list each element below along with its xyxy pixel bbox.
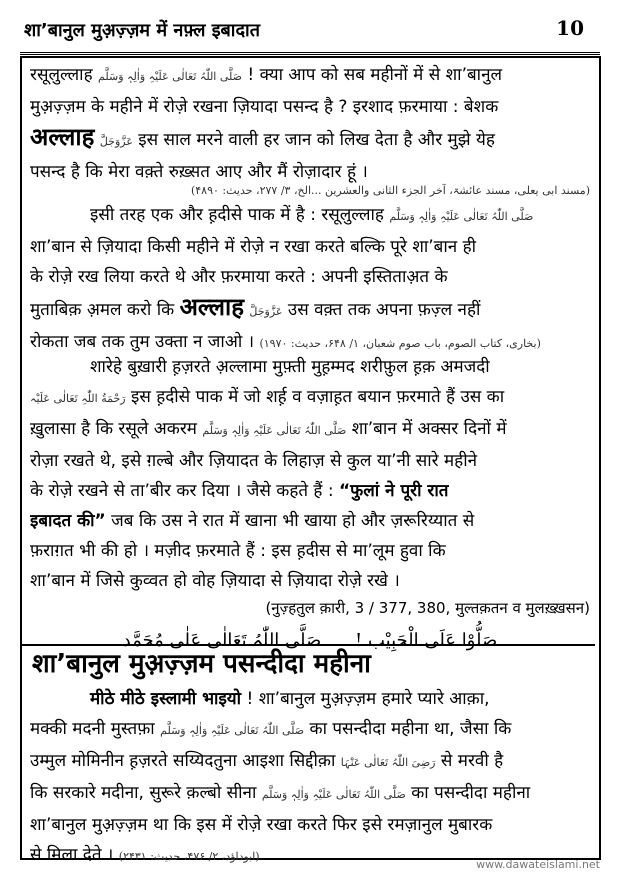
para4-line-4	[30, 778, 590, 810]
text: के रोज़े रखने से ता’बीर कर दिया । जैसे कहते हैं :	[30, 481, 334, 501]
reference-4: (ابوداؤد، ۲/ ۴۷۶، حدیث: ۲۴۳۱)	[118, 850, 260, 863]
arabic-honorific: صَلَّى اللّٰہُ تَعَالٰی عَلَیْہِ وَاٰلِہٖ وَسَلَّم	[202, 424, 347, 437]
text: रोकता जब तक तुम उक्ता न जाओ ।	[30, 332, 255, 352]
text: का पसन्दीदा महीना था, जैसा कि	[309, 719, 512, 739]
para4-line-5: शा’बानुल मुअ़ज़्ज़म था कि इस में रोज़े रखा करते फिर इसे रमज़ानुल मुबारक	[30, 815, 493, 835]
salawat-right: صَلَّی اللّٰہُ تَعَالٰی عَلٰی مُحَمَّد	[122, 630, 322, 651]
para3-line-5	[30, 476, 590, 506]
text: जब कि उस ने रात में खाना भी खाया हो और ज़रूरिय्यात से	[111, 511, 475, 531]
arabic-honorific: عَزَّوَجَلَّ	[99, 135, 133, 148]
para3-line-8: शा’बान में जिसे कुव्वत हो वोह ज़ियादा से ज़ियादा रोज़े रखे ।	[30, 571, 400, 591]
arabic-honorific: رَحْمَةُ اللّٰہِ تَعَالٰی عَلَیْہ	[30, 392, 126, 405]
section-heading: शा’बानुल मुअ़ज़्ज़म पसन्दीदा महीना	[32, 649, 371, 679]
allah-word: अल्लाह	[179, 292, 244, 321]
text: उम्मुल मोमिनीन ह़ज़रते सय्यिदतुना आइशा सिद्दीक़ा	[30, 751, 336, 771]
quote-bold: “फुलां ने पूरी रात	[339, 481, 449, 501]
arabic-honorific: صَلَّى اللّٰہُ تَعَالٰی عَلَیْہِ وَاٰلِہٖ وَسَلَّم	[389, 210, 534, 223]
para4-line-2	[30, 714, 590, 746]
text: इसी तरह एक और ह़दीसे पाक में है : रसूलुल्लाह	[90, 205, 384, 225]
text: रसूलुल्लाह	[30, 65, 93, 85]
paragraph-1	[30, 60, 590, 187]
arabic-honorific: صَلَّى اللّٰہُ تَعَالٰی عَلَیْہِ وَاٰلِہٖ وَسَلَّم	[160, 724, 305, 737]
salawat-left: صَلُّوْا عَلَی الْحَبِیْب !	[355, 630, 498, 651]
para1-line-4: पसन्द है कि मेरा वक़्ते रुख़्सत आए और मैं रोज़ादार हूं ।	[30, 162, 368, 182]
para3-line-4: रोज़ा रखते थे, इसे ग़ल्बे और ज़ियादत के लिहाज़ से कुल या’नी सारे महीने	[30, 451, 478, 471]
para1-line-2: मुअ़ज़्ज़म के महीने में रोज़े रखना ज़ियादा पसन्द है ? इरशाद फ़रमाया : बेशक	[30, 97, 499, 117]
para3-line-2	[30, 382, 590, 414]
footer-url: www.dawateislami.net	[476, 858, 600, 871]
text: से मरवी है	[440, 751, 504, 771]
arabic-honorific: صَلَّى اللّٰہُ تَعَالٰی عَلَیْہِ وَاٰلِہٖ وَسَلَّم	[98, 70, 243, 83]
para2-line-3: के रोज़े रख लिया करते थे और फ़रमाया करते : अपनी इस्तिताअ़त के	[30, 267, 448, 287]
reference-2: (بخاری، کتاب الصوم، باب صوم شعبان، ۱/ ۶۴۸، حدیث: ۱۹۷۰)	[259, 337, 541, 350]
para1-line-1	[30, 60, 590, 92]
para3-line-7: फ़राग़त भी की हो । मज़ीद फ़रमाते हैं : इस ह़दीस से मा’लूम हुवा कि	[30, 541, 446, 561]
text: ! क्या आप को सब महीनों में से शा’बानुल	[247, 65, 503, 85]
quote-bold: इबादत की”	[30, 511, 106, 531]
para1-line-3	[30, 122, 590, 157]
text: का पसन्दीदा महीना	[411, 783, 531, 803]
paragraph-3	[30, 352, 590, 596]
page-header	[20, 12, 600, 55]
arabic-honorific: رَضِیَ اللّٰہُ تَعَالٰی عَنْہَا	[340, 756, 436, 769]
para3-line-6	[30, 506, 590, 536]
para4-line-1	[30, 684, 590, 714]
text: इस साल मरने वाली हर जान को लिख देता है और मुझे येह	[138, 130, 495, 150]
text: मुताबिक़ अ़मल करो कि	[30, 300, 175, 320]
running-title: शा’बानुल मुअ़ज़्ज़म में नफ़्ल इबादात	[24, 20, 260, 41]
page-number: 10	[556, 16, 584, 40]
paragraph-4	[30, 684, 590, 872]
arabic-honorific: عَزَّوَجَلَّ	[249, 305, 283, 318]
paragraph-2	[30, 200, 590, 359]
text: उस वक़्त तक अपना फ़ज़्ल नहीं	[287, 300, 481, 320]
text: इस ह़दीसे पाक में जो शर्ह़ व वज़ाह़त बयान फ़रमाते हैं उस का	[130, 387, 505, 407]
allah-word: अल्लाह	[30, 122, 95, 151]
text: शा’बान में अक्सर दिनों में	[351, 419, 507, 439]
para3-line-3	[30, 414, 590, 446]
reference-1: (مسند ابی یعلی، مسند عائشۃ، آخر الجزء الثانی والعشرین ...الخ، ۳/ ۲۷۷، حدیث: ۴۸۹۰)	[190, 184, 590, 197]
text: ख़ुलासा है कि रसूले अकरम	[30, 419, 197, 439]
text: कि सरकारे मदीना, सुरूरे क़ल्बो सीना	[30, 783, 257, 803]
arabic-honorific: صَلَّى اللّٰہُ تَعَالٰی عَلَیْہِ وَاٰلِہٖ وَسَلَّم	[261, 788, 406, 801]
text: मक्की मदनी मुस्तफ़ा	[30, 719, 155, 739]
para3-line-1: शारेहे बुख़ारी ह़ज़रते अ़ल्लामा मुफ़्ती मुह़म्मद शरीफ़ुल ह़क़ अमजदी	[90, 357, 490, 377]
address-bold: मीठे मीठे इस्लामी भाइयो	[90, 689, 242, 709]
reference-3: (नुज़्हतुल क़ारी, 3 / 377, 380, मुल्तक़तन व मुलख़्ख़सन)	[265, 599, 590, 617]
para2-line-1	[30, 200, 590, 232]
para2-line-2: शा’बान से ज़ियादा किसी महीने में रोज़े न रखा करते बल्कि पूरे शा’बान ही	[30, 237, 477, 257]
para2-line-4	[30, 292, 590, 327]
text: ! शा’बानुल मुअ़ज़्ज़म हमारे प्यारे आक़ा,	[246, 689, 490, 709]
para4-line-3	[30, 746, 590, 778]
text: से मिला देते ।	[30, 845, 114, 865]
